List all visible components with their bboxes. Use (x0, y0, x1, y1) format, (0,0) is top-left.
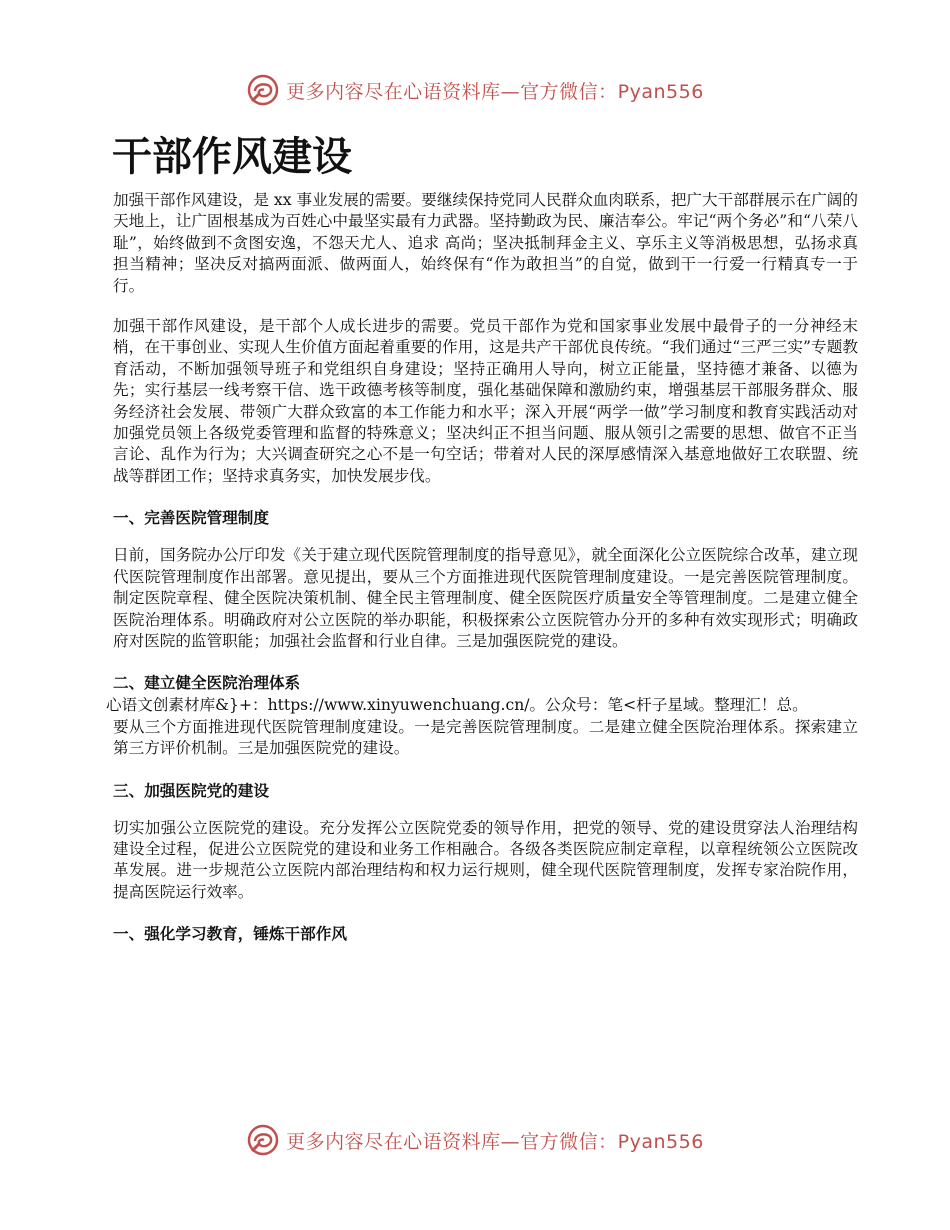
source-notice: 心语文创素材库&}+：https://www.xinyuwenchuang.cn/。公众号：笔<杆子星域。整理汇！总。 (106, 696, 808, 715)
section-heading-4: 一、强化学习教育，锤炼干部作风 (113, 925, 347, 944)
header-banner (0, 70, 950, 110)
footer-banner (0, 1120, 950, 1160)
section-paragraph-2: 要从三个方面推进现代医院管理制度建设。一是完善医院管理制度。二是建立健全医院治理体系。探索建立第三方评价机制。三是加强医院党的建设。 (113, 717, 858, 758)
section-heading-1: 一、完善医院管理制度 (113, 509, 269, 528)
document-body (106, 190, 858, 961)
brain-logo-icon (246, 73, 280, 107)
section-heading-3: 三、加强医院党的建设 (113, 781, 269, 800)
page-title: 干部作风建设 (112, 134, 352, 180)
intro-paragraph-2: 加强干部作风建设，是干部个人成长进步的需要。党员干部作为党和国家事业发展中最骨子的一分神经末梢，在干事创业、实现人生价值方面起着重要的作用，这是共产干部优良传统。“我们通过“三严三实”专题教育活动，不断加强领导班子和党组织自身建设；坚持正确用人导向，树立正能量，坚持德才兼备、以德为先；实行基层一线考察干信、选干政德考核等制度，强化基础保障和激励约束，增强基层干部服务群众、服务经济社会发展、带领广大群众致富的本工作能力和水平；深入开展“两学一做”学习制度和教育实践活动对加强党员领上各级党委管理和监督的特殊意义；坚决纠正不担当问题、服从领引之需要的思想、做官不正当言论、乱作为行为；大兴调查研究之心不是一句空话；带着对人民的深厚感情深入基意地做好工农联盟、统战等群团工作；坚持求真务实，加快发展步伐。 (113, 317, 858, 485)
intro-paragraph-1: 加强干部作风建设，是 xx 事业发展的需要。要继续保持党同人民群众血肉联系，把广大干部群展示在广阔的天地上，让广固根基成为百姓心中最坚实最有力武器。坚持勤政为民、廉洁奉公。牢记“两个务必”和“八荣八耻”，始终做到不贪图安逸，不怨天尤人、追求 高尚；坚决抵制拜金主义、享乐主义等消极思想，弘扬求真担当精神；坚决反对搞两面派、做两面人，始终保有“作为敢担当”的自觉，做到干一行爱一行精真专一于行。 (113, 191, 858, 295)
section-paragraph-1: 日前，国务院办公厅印发《关于建立现代医院管理制度的指导意见》，就全面深化公立医院综合改革，建立现代医院管理制度作出部署。意见提出，要从三个方面推进现代医院管理制度建设。一是完善医院管理制度。制定医院章程、健全医院决策机制、健全民主管理制度、健全医院医疗质量安全等管理制度。二是建立健全医院治理体系。明确政府对公立医院的举办职能，积极探索公立医院管办分开的多种有效实现形式；明确政府对医院的监管职能；加强社会监督和行业自律。三是加强医院党的建设。 (113, 546, 858, 650)
banner-text: 更多内容尽在心语资料库—官方微信：Pyan556 (286, 80, 704, 103)
brain-logo-icon (246, 1123, 280, 1157)
banner-text: 更多内容尽在心语资料库—官方微信：Pyan556 (286, 1130, 704, 1153)
section-paragraph-3: 切实加强公立医院党的建设。充分发挥公立医院党委的领导作用，把党的领导、党的建设贯穿法人治理结构建设全过程，促进公立医院党的建设和业务工作相融合。各级各类医院应制定章程，以章程统领公立医院改革发展。进一步规范公立医院内部治理结构和权力运行规则，健全现代医院管理制度，发挥专家治院作用，提高医院运行效率。 (113, 818, 858, 901)
section-heading-2: 二、建立健全医院治理体系 (113, 674, 301, 693)
